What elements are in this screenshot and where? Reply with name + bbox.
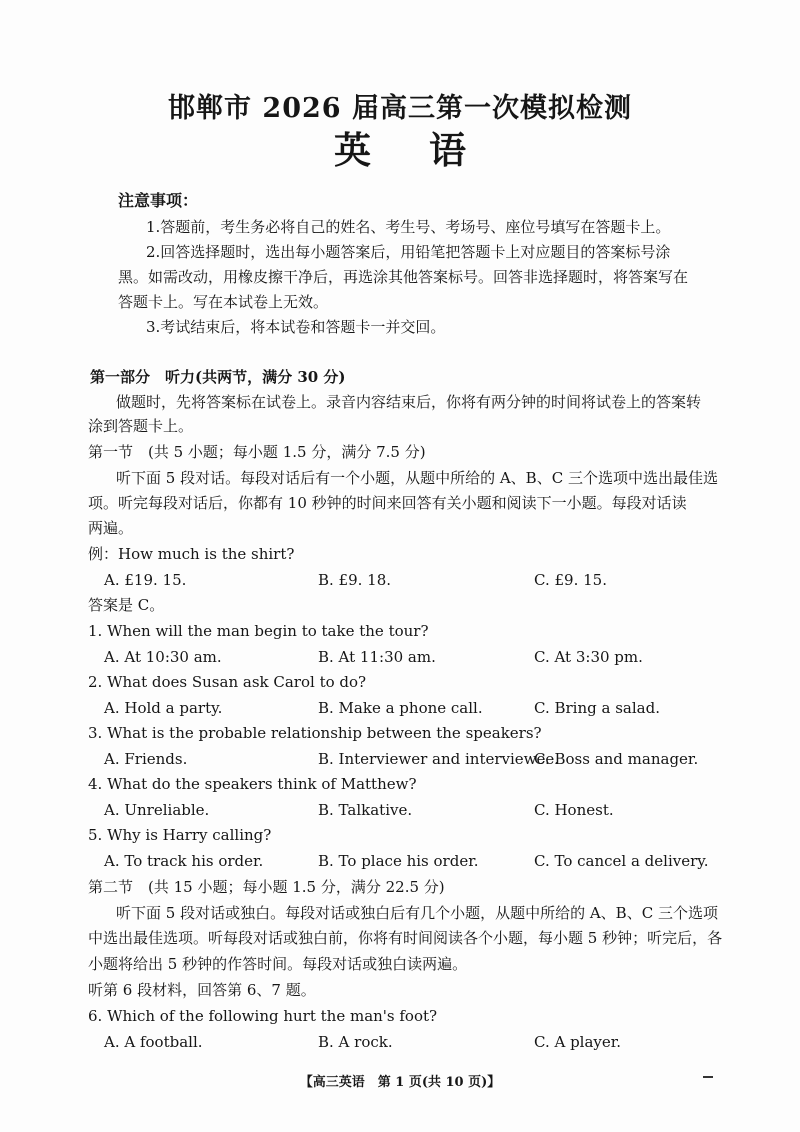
question-5-option-a: A. To track his order.: [104, 852, 264, 870]
question-1: 1. When will the man begin to take the tour?: [88, 622, 429, 640]
question-3-option-c: C. Boss and manager.: [534, 750, 699, 768]
notes-item-2-line-2: 黑。如需改动，用橡皮擦干净后，再选涂其他答案标号。回答非选择题时，将答案写在: [118, 268, 689, 286]
part1-intro-line-2: 涂到答题卡上。: [88, 417, 194, 435]
question-2-option-b: B. Make a phone call.: [318, 699, 483, 717]
question-3-option-a: A. Friends.: [104, 750, 188, 768]
part1-intro-line-1: 做题时，先将答案标在试卷上。录音内容结束后，你将有两分钟的时间将试卷上的答案转: [116, 393, 702, 411]
section1-intro-line-1: 听下面 5 段对话。每段对话后有一个小题，从题中所给的 A、B、C 三个选项中选出最佳选: [116, 469, 718, 487]
example-answer: 答案是 C。: [88, 596, 165, 614]
notes-item-3: 3.考试结束后，将本试卷和答题卡一并交回。: [146, 318, 446, 336]
section1-intro-line-3: 两遍。: [88, 519, 134, 537]
question-4-option-b: B. Talkative.: [318, 801, 413, 819]
question-5-option-c: C. To cancel a delivery.: [534, 852, 709, 870]
section2-intro-line-1: 听下面 5 段对话或独白。每段对话或独白后有几个小题，从题中所给的 A、B、C 三个选项: [116, 904, 718, 922]
example-question: 例：How much is the shirt?: [88, 545, 295, 563]
question-6-option-c: C. A player.: [534, 1033, 622, 1051]
material-note: 听第 6 段材料，回答第 6、7 题。: [88, 981, 316, 999]
page-footer: 【高三英语 第 1 页(共 10 页)】: [299, 1075, 501, 1090]
question-4-option-c: C. Honest.: [534, 801, 614, 819]
notes-item-1: 1.答题前，考生务必将自己的姓名、考生号、考场号、座位号填写在答题卡上。: [146, 218, 671, 236]
question-4: 4. What do the speakers think of Matthew?: [88, 775, 417, 793]
example-option-a: A. £19. 15.: [104, 571, 187, 589]
notes-heading: 注意事项：: [118, 191, 199, 210]
example-option-b: B. £9. 18.: [318, 571, 392, 589]
question-3-option-b: B. Interviewer and interviewee.: [318, 750, 560, 768]
section1-intro-line-2: 项。听完每段对话后，你都有 10 秒钟的时间来回答有关小题和阅读下一小题。每段对话读: [88, 494, 687, 512]
section1-heading: 第一节 (共 5 小题；每小题 1.5 分，满分 7.5 分): [88, 443, 426, 461]
example-option-c: C. £9. 15.: [534, 571, 607, 589]
question-6-option-a: A. A football.: [104, 1033, 203, 1051]
question-5: 5. Why is Harry calling?: [88, 826, 272, 844]
section2-intro-line-3: 小题将给出 5 秒钟的作答时间。每段对话或独白读两遍。: [88, 955, 468, 973]
question-6: 6. Which of the following hurt the man's foot?: [88, 1007, 438, 1025]
section2-intro-line-2: 中选出最佳选项。听每段对话或独白前，你将有时间阅读各个小题，每小题 5 秒钟；听完后，各: [88, 929, 723, 947]
notes-item-2-line-3: 答题卡上。写在本试卷上无效。: [118, 293, 329, 311]
question-2-option-c: C. Bring a salad.: [534, 699, 660, 717]
question-2: 2. What does Susan ask Carol to do?: [88, 673, 367, 691]
question-2-option-a: A. Hold a party.: [104, 699, 223, 717]
question-1-option-a: A. At 10:30 am.: [104, 648, 222, 666]
question-1-option-b: B. At 11:30 am.: [318, 648, 436, 666]
question-5-option-b: B. To place his order.: [318, 852, 479, 870]
question-3: 3. What is the probable relationship between the speakers?: [88, 724, 542, 742]
exam-title: 邯郸市 2026 届高三第一次模拟检测: [168, 93, 632, 124]
question-1-option-c: C. At 3:30 pm.: [534, 648, 643, 666]
part1-heading: 第一部分 听力(共两节，满分 30 分): [90, 368, 346, 386]
question-6-option-b: B. A rock.: [318, 1033, 393, 1051]
section2-heading: 第二节 (共 15 小题；每小题 1.5 分，满分 22.5 分): [88, 878, 445, 896]
subject-title: 英语: [334, 128, 524, 172]
notes-item-2-line-1: 2.回答选择题时，选出每小题答案后，用铅笔把答题卡上对应题目的答案标号涂: [146, 243, 671, 261]
corner-mark: [703, 1076, 713, 1078]
question-4-option-a: A. Unreliable.: [104, 801, 210, 819]
